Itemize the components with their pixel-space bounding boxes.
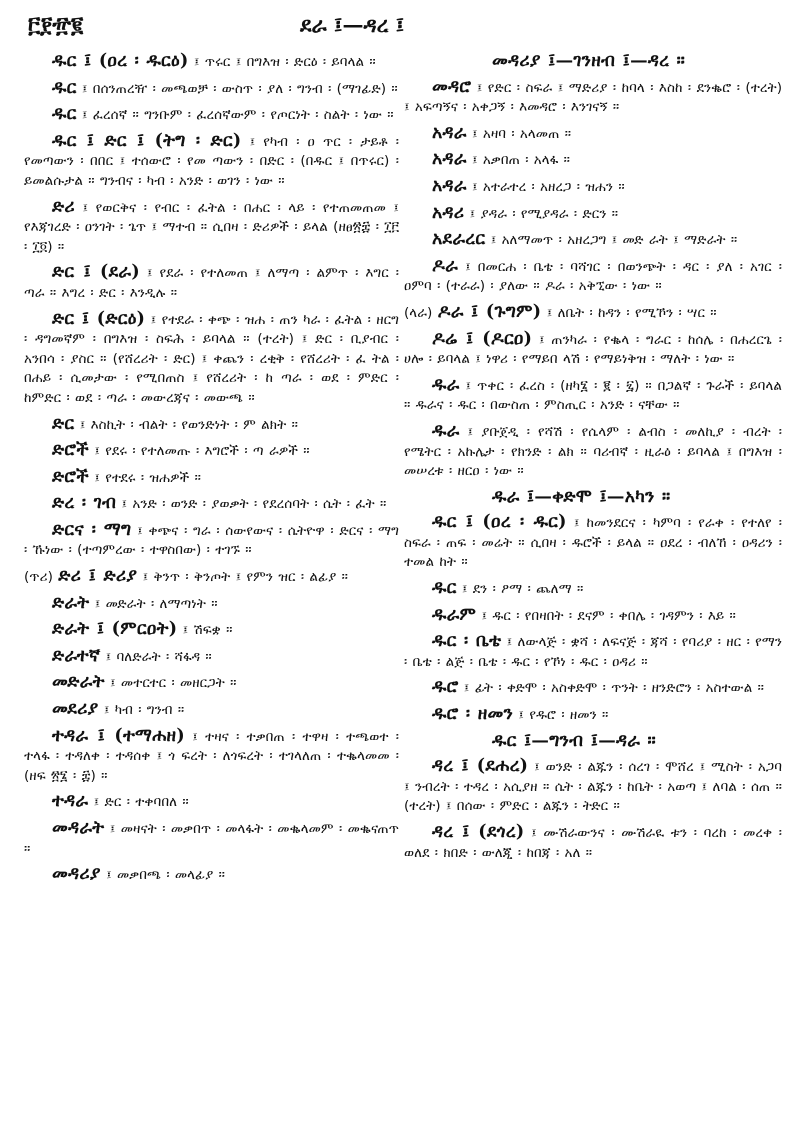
entry-headword: መዳሮ xyxy=(432,76,472,97)
dictionary-entry xyxy=(24,198,399,258)
entry-definition: ፤ የተደሩ ፡ ዝሐዎች ። xyxy=(89,469,201,486)
entry-headword: አዳራ xyxy=(432,149,467,170)
entry-definition: ፤ ደን ፡ ዖማ ፡ ጨለማ ። xyxy=(456,581,584,598)
entry-definition: ፤ የወርቅና ፡ የብር ፡ ፈትል ፡ በሐር ፡ ላይ ፡ የተጠመጠመ ፤ የእጃገረድ ፡ ዐንገት ፡ ጌጥ ፤ ማተብ ። ሲበዛ ፡ ድሪዎች ፡ ይላል (ዘፀ፳፰ ፡ ፲፫ ፡ ፲፬) ። xyxy=(24,199,399,255)
entry-definition: ፤ በመርሐ ፡ ቤቴ ፡ ባሻገር ፡ በወንጭት ፡ ዳር ፡ ያለ ፡ አገር ፡ ዐምባ ፡ (ተራራ) ፡ ያለው ። ዶራ ፡ አቅኚው ፡ ነው ። xyxy=(404,258,782,295)
entry-definition: ፤ ሽፍቋ ። xyxy=(177,622,233,639)
entry-definition: ፤ ድር ፡ ተቀባበለ ። xyxy=(88,794,189,811)
entry-definition: ፤ ለውላጅ ፡ ቋሻ ፡ ለፍናጅ ፡ ጃሻ ፡ የባሪያ ፡ ዘር ፡ የማን ፡ ቤቴ ፡ ልጅ ፡ ቤቴ ፡ ዱር ፡ የኾነ ፡ ዱር ፡ ዐዳሪ ። xyxy=(404,634,782,670)
entry-definition: ፤ ባለድራት ፡ ሻፋዳ ። xyxy=(100,648,212,665)
dictionary-entry xyxy=(24,620,399,641)
entry-definition: ፤ ተዛና ፡ ተቃበጠ ፡ ተዋዛ ፡ ተጫወተ ፡ ተላፋ ፡ ተዳለቀ ፡ ተዳሰቀ ፤ ጎ ፍረት ፡ ለጎፍረት ፡ ተገላለጠ ፡ ተቈላመመ ፡ (ዘፍ ፳፮ ፡ ፰) ። xyxy=(24,728,399,784)
entry-headword: ዱር ፤ (ዐረ ፡ ዱርዕ) xyxy=(52,52,189,71)
entry-headword: አዳራ xyxy=(432,175,467,196)
entry-definition: ፤ የዱሮ ፡ ዘመን ። xyxy=(513,707,609,724)
dictionary-entry xyxy=(404,330,782,370)
section-heading: ዱራ ፤—ቀድሞ ፤—አካን ። xyxy=(492,486,671,507)
entry-headword: ድር ፤ (ደራ) xyxy=(52,262,140,283)
entry-headword: ዱር xyxy=(52,77,77,98)
entry-headword: ዱራ xyxy=(432,420,460,441)
entry-headword: ድሮች xyxy=(52,466,89,487)
dictionary-entry xyxy=(24,865,399,886)
dictionary-entry xyxy=(24,468,399,489)
entry-definition: ፤ እስኪት ፡ ብልት ፡ የወንድነት ፡ ም ልክት ። xyxy=(74,416,298,433)
entry-definition: ፤ አቃበጠ ፡ አላፋ ። xyxy=(466,152,570,169)
entry-definition: ፤ መቃበጫ ፡ መላፊያ ። xyxy=(100,867,226,884)
dictionary-entry xyxy=(24,263,399,303)
dictionary-entry xyxy=(404,488,782,508)
dictionary-entry xyxy=(24,673,399,694)
entry-headword: ዱር xyxy=(432,578,457,599)
entry-headword: ዱሮ xyxy=(432,677,459,698)
dictionary-entry xyxy=(404,52,782,72)
running-head: ደራ ፤—ዳረ ፤ xyxy=(300,12,405,37)
entry-definition: ፤ ቅንጥ ፡ ቅንጦት ፤ የምን ዝር ፡ ልፊያ ። xyxy=(137,569,348,586)
dictionary-entry xyxy=(404,606,782,627)
dictionary-entry xyxy=(24,310,399,409)
dictionary-entry xyxy=(24,594,399,615)
section-heading: መዳሪያ ፤—ገንዘብ ፤—ዳረ ። xyxy=(492,52,686,71)
entry-definition: ፤ የደራ ፡ የተለመጠ ፤ ለማጣ ፡ ልምጥ ፡ እግር ፡ ጣራ ። እግረ ፡ ድር ፡ እንዲሉ ። xyxy=(24,265,399,301)
dictionary-entry xyxy=(404,257,782,297)
entry-definition: ፤ ወንድ ፡ ልጁን ፡ ሰረገ ፡ ሞሸረ ፤ ሚስት ፡ አጋባ ፤ ንብረት ፡ ተዳረ ፡ አሲያዘ ። ሴት ፡ ልጁን ፡ ከቤት ፡ አወጣ ፤ ለባል ፡ ሰጠ ። (ተረት) ፤ በሰው ፡ ምድር ፡ ልጁን ፡ ትድር ። xyxy=(404,759,782,815)
entry-headword: ዶራ xyxy=(432,255,458,276)
page-header xyxy=(0,0,793,52)
entry-headword: ዱራ xyxy=(432,374,460,395)
entry-headword: ድራት ፤ (ምርዐት) xyxy=(52,619,178,640)
dictionary-entry xyxy=(404,632,782,672)
entry-definition: ፤ ቀጭና ፡ ግራ ፡ ሰውየውና ፡ ሴትዮዋ ፡ ድርና ፡ ማግ ፡ ኹነው ፡ (ተጣምረው ፡ ተዋስበው) ፡ ተገኙ ። xyxy=(24,522,399,559)
entry-headword: ተዳራ xyxy=(52,791,89,812)
dictionary-entry xyxy=(24,727,399,787)
dictionary-entry xyxy=(24,105,399,126)
entry-headword: ድር ፤ (ድርዕ) xyxy=(52,308,146,329)
entry-definition: ፤ የተደራ ፡ ቀጭ ፡ ዝሐ ፡ ጠን ካራ ፡ ፈትል ፡ ዘርግ ፡ ዳግመኛም ፡ በግእዝ ፡ ስፍሕ ፡ ይባላል ። (ተረት) ፤ ድር ፡ ቢያብር ፡ አንበሳ ፡ ያስር ። (የሸረሪት ፡ ድር) ፤ ቀጨን ፡ ረቂቅ ፡ የሸረሪት ፡ ፈ ትል ፡ በሐይ ፡ ሲመታው ፡ የሚበጠስ ፤ የሸረሪት ፡ ከ ጣራ ፡ ወደ ፡ ምድር ፡ ከምድር ፡ ወደ ፡ ጣራ ፡ መውረጃና ፡ መውጫ ። xyxy=(24,311,399,406)
entry-headword: መድራት xyxy=(52,672,105,693)
entry-definition: ፤ ጥቀር ፡ ፈረስ ፡ (ዘካ፮ ፡ ፪ ፡ ፯) ። በጋልኛ ፡ ጉራች ፡ ይባላል ። ዱራና ፡ ዱር ፡ በውስጠ ፡ ምስጢር ፡ አንድ ፡ ናቸው ። xyxy=(404,377,782,414)
dictionary-entry xyxy=(404,757,782,817)
dictionary-entry xyxy=(24,819,399,859)
entry-definition: ፤ አንድ ፡ ወንድ ፡ ያወቃት ፡ የደረሰባት ፡ ሴት ፡ ፈት ። xyxy=(116,496,387,513)
dictionary-entry xyxy=(24,52,399,73)
entry-definition: ፤ መተርተር ፡ መዘርጋት ። xyxy=(104,675,237,692)
entry-headword: ድረ ፡ ገብ xyxy=(52,493,117,514)
dictionary-entry xyxy=(404,376,782,416)
dictionary-entry xyxy=(24,494,399,515)
dictionary-entry xyxy=(24,567,399,588)
dictionary-entry xyxy=(404,579,782,600)
dictionary-entry xyxy=(24,792,399,813)
page-number: ፫፻፹፪ xyxy=(28,12,84,38)
entry-headword: ድራተኛ xyxy=(52,645,101,666)
entry-definition: ፤ አለማመጥ ፡ አዘረጋግ ፤ መድ ራት ፤ ማድራት ። xyxy=(485,232,738,249)
entry-headword: ድሮች xyxy=(52,440,89,461)
entry-definition: ፤ በሰንጠረዥ ፡ መጫወቻ ፡ ውስጥ ፡ ያለ ፡ ግንብ ፡ (ማገፊድ) ። xyxy=(76,80,398,97)
dictionary-entry xyxy=(404,422,782,482)
entry-definition: ፤ ካብ ፡ ግንብ ። xyxy=(98,702,185,719)
entry-headword: ዱር ፡ ቤቴ xyxy=(432,631,502,652)
entry-headword: ዱሮ ፡ ዘመን xyxy=(432,704,514,725)
entry-headword: ዳረ ፤ (ደሐረ) xyxy=(432,756,529,777)
entry-headword: ዶሬ ፤ (ዶርዐ) xyxy=(432,328,533,349)
entry-headword: ድሪ ፤ ድሪያ xyxy=(58,566,138,587)
dictionary-entry xyxy=(24,79,399,100)
entry-definition: ፤ አዛባ ፡ አላመጠ ። xyxy=(466,125,572,142)
entry-definition: ፤ ሙሽራውንና ፡ ሙሽራዪ ቱን ፡ ባረከ ፡ መረቀ ፡ ወለደ ፡ ክበድ ፡ ውለጂ ፡ ከበጃ ፡ አለ ። xyxy=(404,825,782,861)
dictionary-entry xyxy=(404,124,782,145)
entry-headword: ድራት xyxy=(52,592,90,613)
entry-definition: ፤ ጠንካራ ፡ የቈላ ፡ ግራር ፡ ከሰሌ ፡ በሐረርጌ ፡ ሀሎ ፡ ይባላል ፤ ነዋሪ ፡ የማይበ ላሽ ፡ የማይነቅዝ ፡ ማለት ፡ ነው ። xyxy=(404,331,782,368)
entry-definition: ፤ ፈረሰኛ ። ግንቡም ፡ ፈረሰኛውም ፡ የጦርነት ፡ ስልት ፡ ነው ። xyxy=(76,107,394,124)
dictionary-entry xyxy=(404,177,782,198)
entry-headword: አዳራ xyxy=(432,122,467,143)
entry-headword: ድሪ xyxy=(52,196,75,217)
entry-prefix: (ጥሪ) xyxy=(24,569,59,586)
dictionary-entry xyxy=(404,303,782,324)
dictionary-entry xyxy=(404,732,782,752)
dictionary-entry xyxy=(404,823,782,863)
entry-definition: ፤ መዛናት ፡ መቃበጥ ፡ መላፋት ፡ መቈላመም ፡ መቈናጠጥ ። xyxy=(24,821,399,857)
entry-headword: መደሪያ xyxy=(52,699,99,720)
entry-definition: ፤ አተራተረ ፡ አዘረጋ ፡ ዝሐን ። xyxy=(466,178,625,195)
dictionary-entry xyxy=(404,78,782,118)
entry-definition: ፤ የድር ፡ ስፍራ ፤ ማድሪያ ፡ ከባላ ፡ እስከ ፡ ደንቈሮ ፡ (ተረት) ፤ አፍጣኝና ፡ አቀጋኝ ፡ እመዳሮ ፡ እንገናኝ ። xyxy=(404,79,782,116)
entry-definition: ፤ የደሩ ፡ የተለመጡ ፡ እግሮች ፡ ጣ ራዎች ። xyxy=(89,443,310,460)
entry-headword: ዶራ ፤ (ጉግም) xyxy=(437,301,542,322)
entry-headword: ዱር ፤ (ዐረ ፡ ዱር) xyxy=(432,512,567,533)
entry-headword: ተዳራ ፤ (ተማሐዘ) xyxy=(52,725,185,746)
entry-headword: አደራረር xyxy=(432,229,486,250)
dictionary-entry xyxy=(24,441,399,462)
dictionary-entry xyxy=(404,705,782,726)
entry-definition: ፤ ያዳራ ፡ የሚያዳራ ፡ ድርን ። xyxy=(464,205,619,222)
entry-headword: ዱር ፤ ድር ፤ (ትግ ፡ ድር) xyxy=(52,130,242,151)
entry-headword: ድር xyxy=(52,413,75,434)
entry-definition: ፤ የካብ ፡ ዐ ጥር ፡ ታይቶ ፡ የመጣውን ፡ በበር ፤ ተሰውሮ ፡ የመ ጣውን ፡ በድር ፡ (በዱር ፤ በጥሩር) ፡ ይመልሱታል ። ግንብና ፡ ካብ ፡ አንድ ፡ ወገን ፡ ነው ። xyxy=(24,133,399,189)
entry-definition: ፤ ለቤት ፡ ከዳን ፡ የሚኾን ፡ ሣር ። xyxy=(541,304,717,321)
entry-headword: ዱራም xyxy=(432,604,477,625)
dictionary-entry xyxy=(24,415,399,436)
dictionary-entry xyxy=(404,150,782,171)
entry-headword: ድርና ፡ ማግ xyxy=(52,519,132,540)
entry-definition: ፤ ጥሩር ፤ በግእዝ ፡ ድርዕ ፡ ይባላል ። xyxy=(188,54,376,70)
entry-headword: አዳሪ xyxy=(432,202,465,223)
section-heading: ዱር ፤—ግንብ ፤—ዳራ ። xyxy=(492,730,656,751)
dictionary-entry xyxy=(404,513,782,573)
entry-headword: ዱር xyxy=(52,104,77,125)
dictionary-entry xyxy=(24,647,399,668)
entry-definition: ፤ ያቡጀዲ ፡ የሻሽ ፡ የሴላም ፡ ልብስ ፡ መለኪያ ፡ ብረት ፡ የሜትር ፡ አኩሌታ ፡ የክንድ ፡ ልክ ። ባሪብኛ ፡ ዚራዕ ፡ ይባላል ፤ በግእዝ ፡ መሠረቱ ፡ ዘርዐ ፡ ነው ። xyxy=(404,423,782,480)
dictionary-entry xyxy=(404,204,782,225)
entry-definition: ፤ ፊት ፡ ቀድሞ ፡ አስቀድሞ ፡ ጥንት ፡ ዘንድሮን ፡ አስተውል ። xyxy=(458,680,765,697)
right-column xyxy=(404,52,782,1132)
dictionary-entry xyxy=(24,700,399,721)
dictionary-entry xyxy=(404,230,782,251)
entry-definition: ፤ መድራት ፡ ለማጣነት ። xyxy=(89,595,218,612)
entry-headword: ዳረ ፤ (ደጎረ) xyxy=(432,822,525,842)
dictionary-entry xyxy=(404,678,782,699)
dictionary-entry xyxy=(24,521,399,561)
dictionary-entry xyxy=(24,132,399,192)
left-column xyxy=(24,52,399,1132)
entry-definition: ፤ ከመንደርና ፡ ካምባ ፡ የራቀ ፡ የተለየ ፡ ስፍራ ፡ ጠፍ ፡ መሬት ። ሲበዛ ፡ ዱሮች ፡ ይላል ። ዐደረ ፡ ብለኸ ፡ ዐዳሪን ፡ ተመል ከት ። xyxy=(404,515,782,571)
entry-definition: ፤ ዱር ፡ የበዛበት ፡ ደናም ፡ ቀበሌ ፡ ገዳምን ፡ እይ ። xyxy=(476,607,736,624)
entry-headword: መዳራት xyxy=(52,818,105,838)
entry-prefix: (ላራ) xyxy=(404,304,438,321)
entry-headword: መዳሪያ xyxy=(52,864,101,885)
